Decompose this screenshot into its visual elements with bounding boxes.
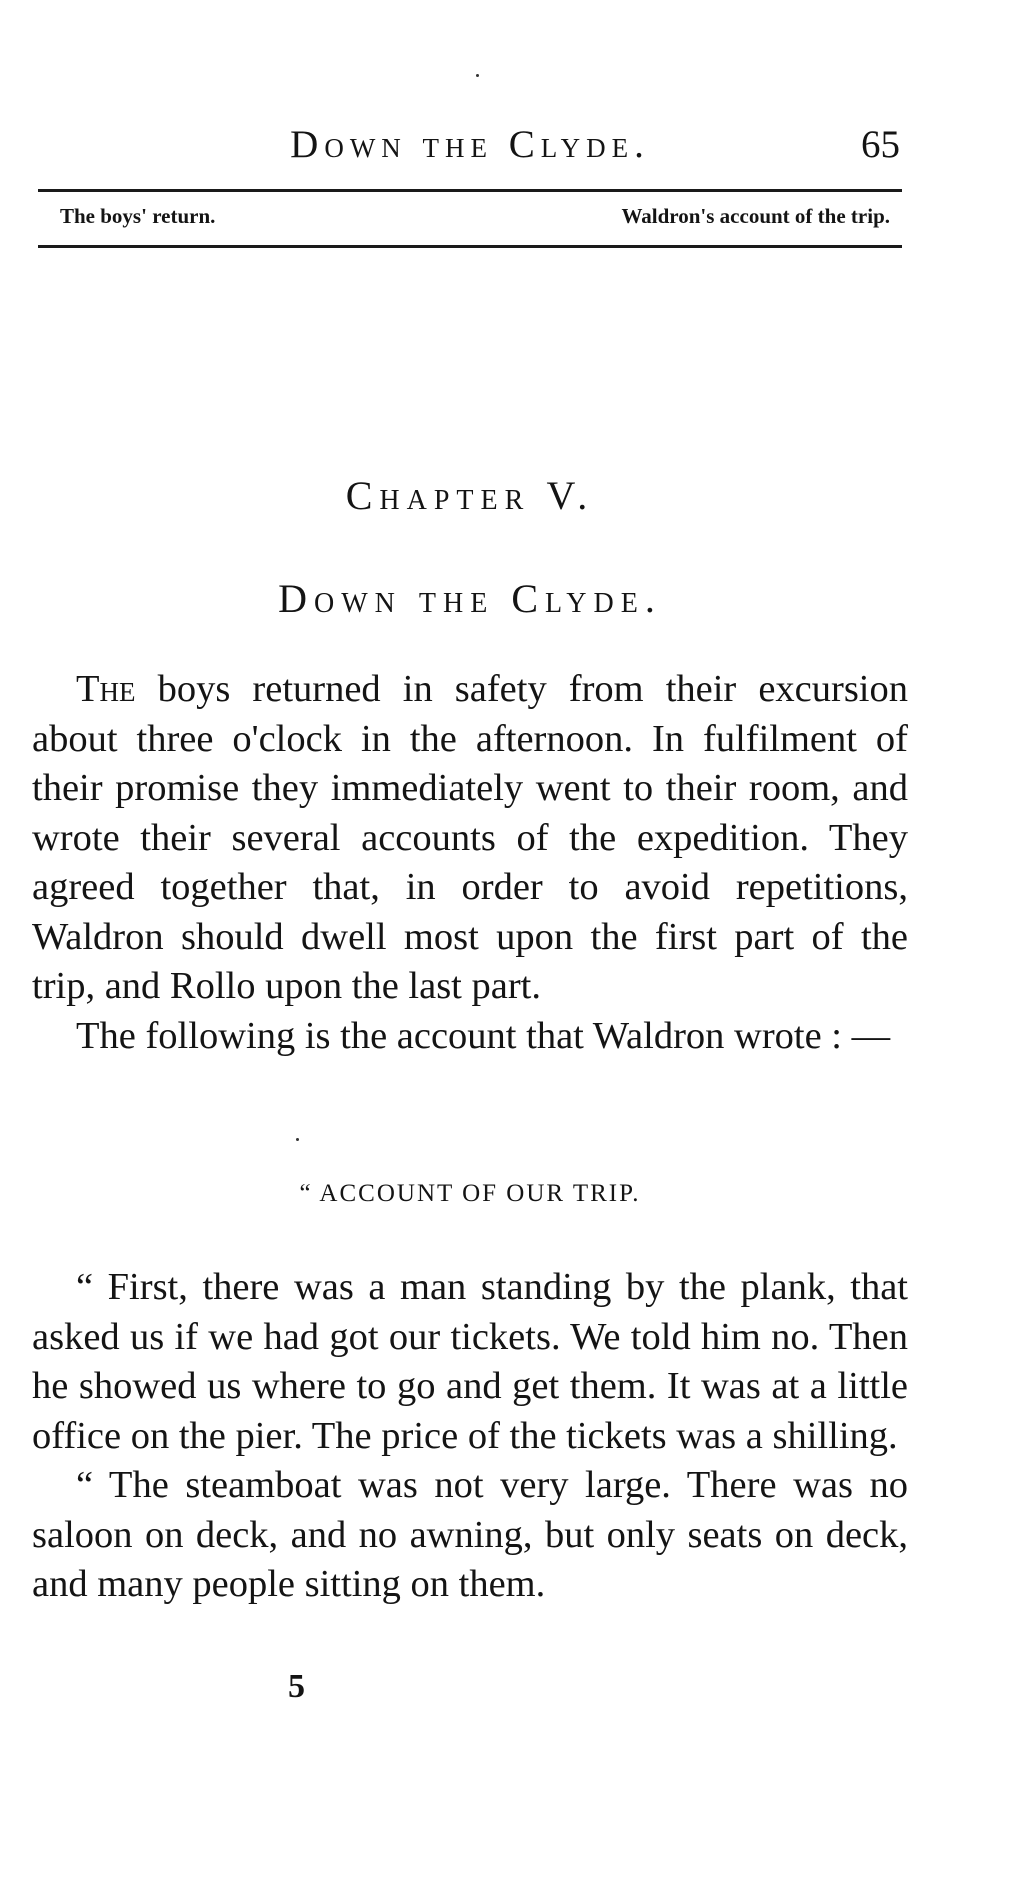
paragraph-3: “ First, there was a man standing by the plank, that asked us if we had got our tickets. We told him no. Then he showed us where to go and get them. It was at a little office on the pier. The price of the tickets was a shilling.: [32, 1266, 908, 1457]
subhead-right: Waldron's account of the trip.: [621, 204, 890, 228]
paragraph-4: “ The steamboat was not very large. There was no saloon on deck, and no awning, but only seats on deck, and many people sitting on them.: [32, 1464, 908, 1605]
page-number: 65: [861, 123, 900, 166]
running-head-title: Down the Clyde.: [290, 123, 650, 166]
chapter-title: Down the Clyde.: [278, 576, 662, 621]
paragraph-1-text: boys returned in safety from their excursion about three o'clock in the afternoon. In fulfilment of their promise they immediately went to their room, and wrote their several accounts of the expedition. They agreed together that, in order to avoid repetitions, Waldron should dwell most upon the first part of the trip, and Rollo upon the last part.: [32, 668, 908, 1007]
paragraph-2: The following is the account that Waldron wrote : —: [76, 1014, 891, 1057]
body-text-block-account: [32, 1263, 908, 1610]
paragraph-1: [32, 665, 908, 1012]
folio-signature: 5: [288, 1668, 305, 1705]
header-rule-bottom: [38, 245, 902, 248]
body-text-block: [32, 665, 908, 1061]
running-head: [40, 122, 900, 172]
header-rule-top: [38, 189, 902, 192]
paragraph-lead-word: The: [76, 668, 136, 710]
print-speck: [476, 74, 479, 77]
subhead-left: The boys' return.: [60, 204, 216, 228]
chapter-number: Chapter V.: [345, 473, 595, 518]
print-speck: [296, 1138, 299, 1141]
account-heading: “ ACCOUNT OF OUR TRIP.: [299, 1180, 641, 1207]
